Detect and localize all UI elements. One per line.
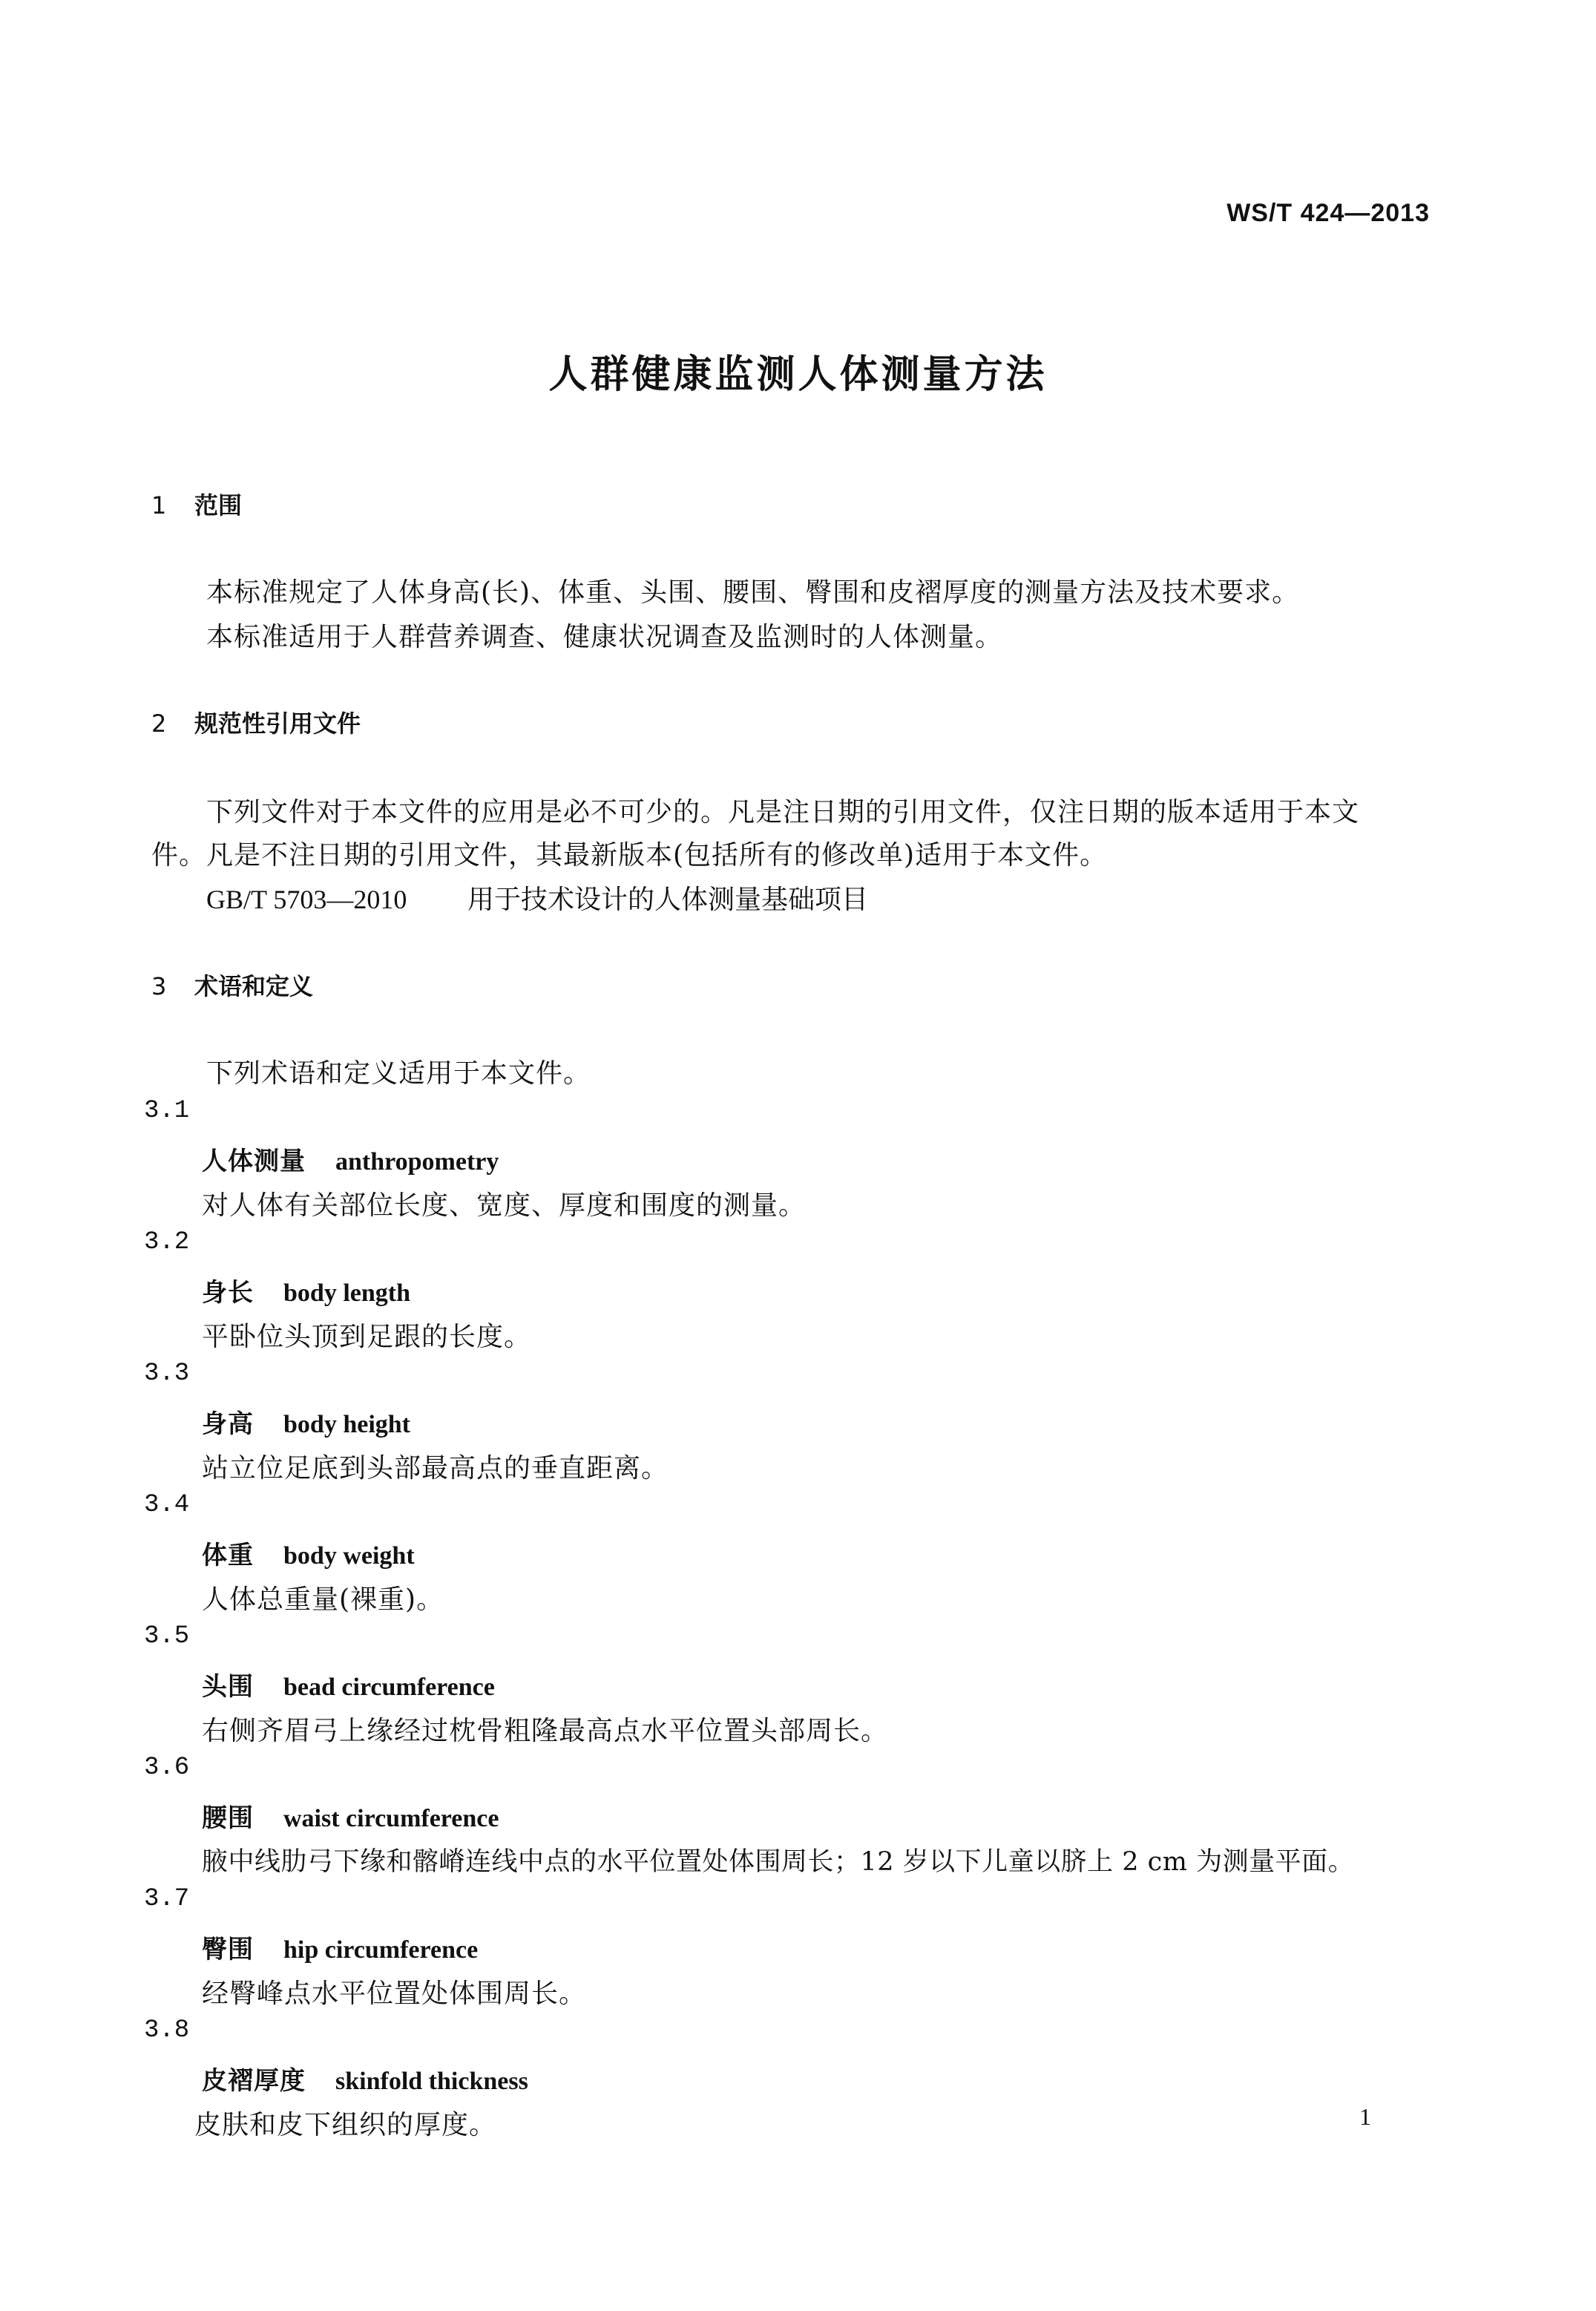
term-heading	[202, 1272, 410, 1308]
term-definition: 腋中线肋弓下缘和髂嵴连线中点的水平位置处体围周长；12 岁以下儿童以脐上 2 cm 为测量平面。	[202, 1847, 1355, 1877]
clause-number: 3.2	[144, 1228, 190, 1256]
section-number: 2	[151, 709, 167, 738]
term-chinese: 身长	[202, 1278, 254, 1308]
term-chinese: 身高	[202, 1409, 254, 1439]
clause-number: 3.8	[144, 2016, 190, 2045]
clause-number: 3.5	[144, 1622, 190, 1651]
term-chinese: 腰围	[202, 1803, 254, 1833]
term-heading	[202, 1797, 499, 1834]
term-heading	[202, 1535, 415, 1571]
term-definition: 站立位足底到头部最高点的垂直距离。	[202, 1453, 669, 1484]
term-chinese: 头围	[202, 1672, 254, 1702]
terms-intro: 下列术语和定义适用于本文件。	[206, 1058, 591, 1089]
page-number: 1	[1359, 2103, 1371, 2130]
section-title: 规范性引用文件	[194, 709, 361, 738]
term-chinese: 皮褶厚度	[202, 2066, 306, 2096]
term-english: body length	[283, 1279, 410, 1307]
standard-number: WS/T 424—2013	[1226, 199, 1430, 227]
term-english: body height	[283, 1411, 410, 1438]
term-english: bead circumference	[283, 1674, 495, 1701]
term-definition: 右侧齐眉弓上缘经过枕骨粗隆最高点水平位置头部周长。	[202, 1716, 889, 1746]
term-english: anthropometry	[335, 1148, 499, 1176]
references-paragraph-line-1: 下列文件对于本文件的应用是必不可少的。凡是注日期的引用文件，仅注日期的版本适用于本文	[206, 797, 1360, 827]
scope-paragraph-1: 本标准规定了人体身高(长)、体重、头围、腰围、臀围和皮褶厚度的测量方法及技术要求。	[206, 577, 1300, 608]
section-1-heading	[151, 487, 242, 521]
section-title: 术语和定义	[194, 972, 314, 1000]
term-definition: 平卧位头顶到足跟的长度。	[202, 1322, 532, 1352]
clause-number: 3.6	[144, 1754, 190, 1782]
term-english: waist circumference	[283, 1805, 499, 1832]
references-paragraph-line-2: 件。凡是不注日期的引用文件，其最新版本(包括所有的修改单)适用于本文件。	[151, 840, 1108, 871]
term-english: body weight	[283, 1542, 415, 1570]
reference-code: GB/T 5703—2010	[206, 885, 407, 914]
term-definition: 皮肤和皮下组织的厚度。	[194, 2110, 497, 2140]
section-title: 范围	[194, 491, 243, 519]
document-title: 人群健康监测人体测量方法	[548, 353, 1048, 397]
term-heading	[202, 2060, 528, 2097]
term-chinese: 人体测量	[202, 1147, 306, 1176]
section-number: 1	[151, 491, 167, 519]
term-heading	[202, 1666, 495, 1702]
term-heading	[202, 1141, 499, 1177]
term-chinese: 体重	[202, 1541, 254, 1570]
clause-number: 3.7	[144, 1885, 190, 1913]
normative-reference	[206, 879, 868, 917]
term-heading	[202, 1929, 478, 1965]
term-definition: 对人体有关部位长度、宽度、厚度和围度的测量。	[202, 1190, 807, 1221]
term-heading	[202, 1403, 410, 1440]
clause-number: 3.1	[144, 1097, 190, 1125]
section-number: 3	[151, 972, 167, 1000]
term-chinese: 臀围	[202, 1935, 254, 1964]
section-3-heading	[151, 968, 313, 1002]
term-english: skinfold thickness	[335, 2068, 528, 2095]
term-english: hip circumference	[283, 1936, 479, 1964]
reference-title: 用于技术设计的人体测量基础项目	[467, 885, 869, 915]
section-2-heading	[151, 705, 361, 739]
term-definition: 人体总重量(裸重)。	[202, 1584, 444, 1615]
clause-number: 3.3	[144, 1360, 190, 1388]
term-definition: 经臀峰点水平位置处体围周长。	[202, 1979, 587, 2009]
scope-paragraph-2: 本标准适用于人群营养调查、健康状况调查及监测时的人体测量。	[206, 622, 1003, 652]
clause-number: 3.4	[144, 1491, 190, 1519]
